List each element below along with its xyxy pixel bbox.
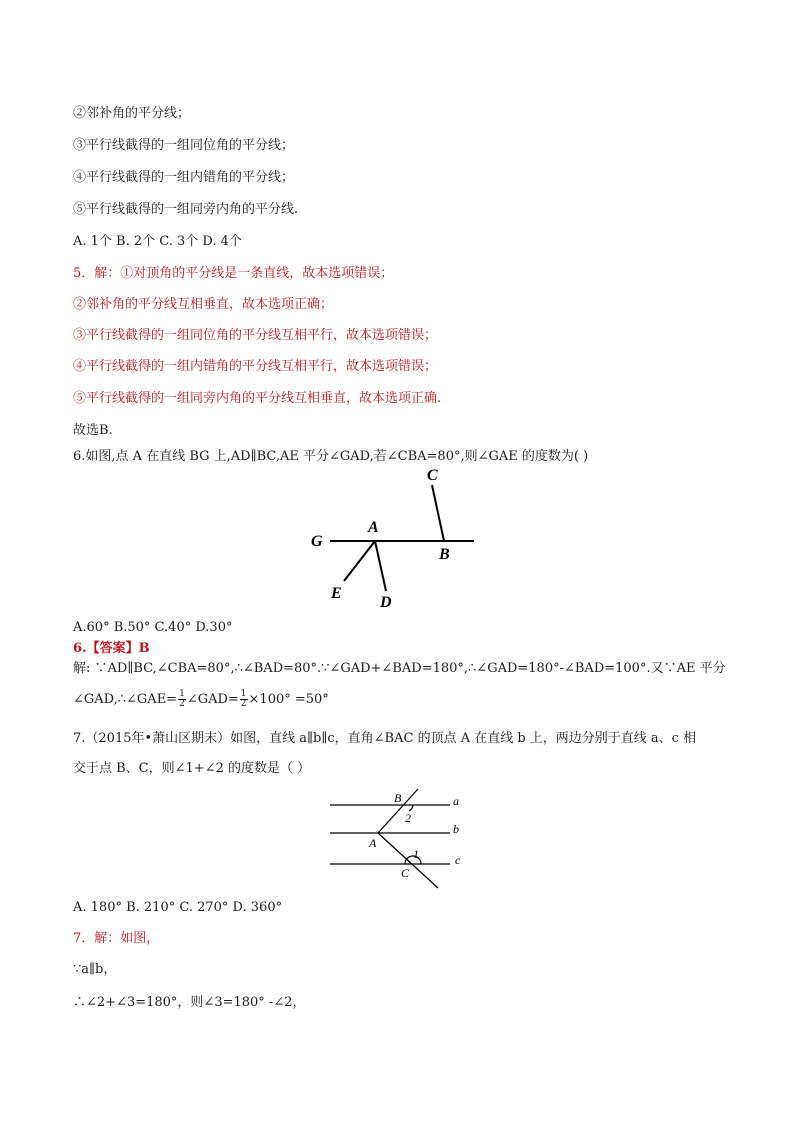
q5-solution-line-5: ⑤平行线截得的一组同旁内角的平分线互相垂直，故本选项正确.: [73, 391, 442, 406]
segment-bc: [432, 485, 444, 541]
label-a: A: [368, 519, 379, 536]
label-b-point: B: [394, 791, 402, 805]
q7-options: A. 180° B. 210° C. 270° D. 360°: [73, 900, 283, 915]
q4-item-4: ④平行线截得的一组内错角的平分线；: [73, 170, 295, 185]
label-c-point: C: [401, 866, 410, 880]
fraction-half-1: $\frac{1}{2}$: [179, 689, 185, 709]
label-angle-2: 2: [405, 811, 411, 825]
label-d: D: [380, 594, 392, 611]
q7-question-line-2: 交于点 B、C，则∠1+∠2 的度数是（ ）: [73, 761, 311, 776]
q6-question: 6.如图,点 A 在直线 BG 上,AD∥BC,AE 平分∠GAD,若∠CBA=80°,则∠GAE 的度数为( ): [73, 449, 589, 464]
q5-solution-line-1: 5．解：①对顶角的平分线是一条直线，故本选项错误；: [73, 266, 394, 281]
label-a-line: a: [453, 794, 459, 808]
q7-solution-line-3: ∴∠2+∠3=180°，则∠3=180° -∠2，: [73, 995, 306, 1010]
label-a-point: A: [369, 836, 377, 850]
q4-item-3: ③平行线截得的一组同位角的平分线；: [73, 138, 295, 153]
q7-figure: [325, 785, 475, 895]
q4-item-5: ⑤平行线截得的一组同旁内角的平分线.: [73, 202, 299, 217]
q6-solution-line-1: 解: ∵AD∥BC,∠CBA=80°,∴∠BAD=80°.∵∠GAD+∠BAD=180°,∴∠GAD=180°-∠BAD=100°.又∵AE 平分: [73, 661, 726, 676]
q6-options: A.60° B.50° C.40° D.30°: [73, 620, 233, 635]
segment-ae: [344, 541, 375, 581]
label-angle-1: 1: [413, 847, 419, 861]
q5-solution-line-3: ③平行线截得的一组同位角的平分线互相平行，故本选项错误；: [73, 328, 438, 343]
q5-solution-line-2: ②邻补角的平分线互相垂直，故本选项正确；: [73, 297, 334, 312]
q6-solution-part-b: ∠GAD=: [186, 692, 239, 707]
q5-solution-line-4: ④平行线截得的一组内错角的平分线互相平行，故本选项错误；: [73, 359, 438, 374]
label-c: C: [427, 467, 438, 484]
label-b: B: [439, 546, 450, 563]
q6-solution-line-2: [73, 690, 329, 709]
q7-solution-line-1: 7．解：如图，: [73, 931, 160, 946]
q7-question-line-1: 7.（2015年•萧山区期末）如图，直线 a∥b∥c，直角∠BAC 的顶点 A 在直线 b 上，两边分别于直线 a、c 相: [73, 731, 697, 746]
q4-options: A. 1个 B. 2个 C. 3个 D. 4个: [73, 234, 242, 249]
q4-item-2: ②邻补角的平分线；: [73, 106, 191, 121]
q6-solution-part-a: ∠GAD,∴∠GAE=: [73, 692, 178, 707]
q6-solution-part-c: ×100° =50°: [248, 692, 329, 707]
label-c-line: c: [455, 853, 461, 867]
label-g: G: [311, 533, 323, 550]
q6-figure: [300, 460, 500, 615]
label-b-line: b: [453, 822, 459, 836]
q5-conclusion: 故选B.: [73, 423, 113, 438]
q6-answer: 6.【答案】B: [73, 641, 150, 656]
label-e: E: [331, 585, 342, 602]
q7-solution-line-2: ∵a∥b，: [73, 962, 117, 977]
segment-ad: [375, 541, 386, 591]
fraction-half-2: $\frac{1}{2}$: [240, 689, 247, 709]
